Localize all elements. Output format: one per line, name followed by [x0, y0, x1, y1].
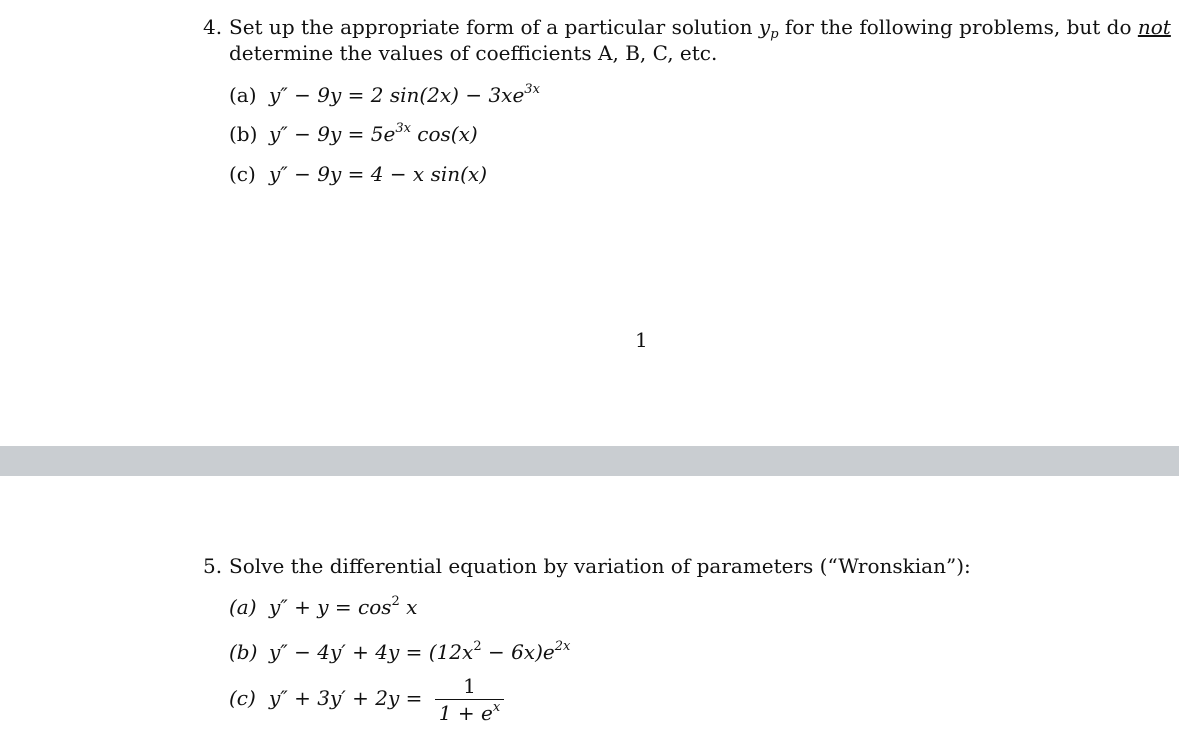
part-label: (a) — [229, 595, 257, 619]
fraction — [435, 676, 504, 723]
equation: y″ − 9y = 5e — [269, 122, 396, 146]
problem-4-statement-line-2: determine the values of coefficients A, B, C, etc. — [229, 41, 718, 65]
part-label: (b) — [229, 640, 258, 664]
yp-subscript: p — [770, 27, 779, 42]
equation: y″ + 3y′ + 2y = — [269, 686, 423, 710]
exponent: 2 — [473, 639, 482, 654]
exponent: 3x — [524, 82, 540, 97]
problem-5-part-c — [229, 676, 504, 723]
problem-4-part-c — [229, 164, 487, 184]
emphasis-not: not — [1137, 15, 1171, 39]
problem-5-part-a — [229, 594, 418, 619]
problem-4-text-b: for the following problems, but do — [784, 15, 1132, 39]
part-label: (c) — [229, 686, 256, 710]
problem-4-number: 4. — [203, 15, 223, 39]
problem-5-number: 5. — [203, 554, 223, 578]
page-separator — [0, 446, 1179, 476]
equation: y″ − 4y′ + 4y = (12x — [269, 640, 474, 664]
equation-rest: cos(x) — [410, 122, 478, 146]
problem-4-text-a: Set up the appropriate form of a particular solution — [229, 15, 753, 39]
fraction-denominator — [435, 700, 504, 723]
problem-5-text: Solve the differential equation by variation of parameters (“Wronskian”): — [229, 554, 971, 578]
equation: y″ − 9y = 4 − x sin(x) — [269, 162, 487, 186]
equation: y″ − 9y = 2 sin(2x) − 3xe — [269, 83, 525, 107]
page-number: 1 — [635, 328, 648, 352]
equation: y″ + y = cos — [269, 595, 392, 619]
part-label: (c) — [229, 162, 256, 186]
equation-rest: x — [399, 595, 418, 619]
yp-base: y — [758, 15, 771, 39]
part-label: (b) — [229, 122, 258, 146]
problem-5-part-b — [229, 639, 571, 664]
problem-4-part-a — [229, 82, 540, 107]
problem-4-statement-line-1 — [203, 15, 1171, 42]
fraction-numerator: 1 — [435, 676, 504, 700]
denominator-exponent: x — [492, 700, 501, 715]
exponent: 3x — [395, 121, 411, 136]
exponent: 2 — [391, 594, 400, 609]
equation-middle: − 6x)e — [481, 640, 555, 664]
denominator-base: 1 + e — [438, 701, 493, 725]
problem-4-part-b — [229, 121, 478, 146]
yp-symbol — [758, 15, 779, 42]
problem-5-statement — [203, 556, 971, 576]
page-2 — [0, 476, 1179, 737]
exponent-2: 2x — [554, 639, 571, 654]
part-label: (a) — [229, 83, 257, 107]
